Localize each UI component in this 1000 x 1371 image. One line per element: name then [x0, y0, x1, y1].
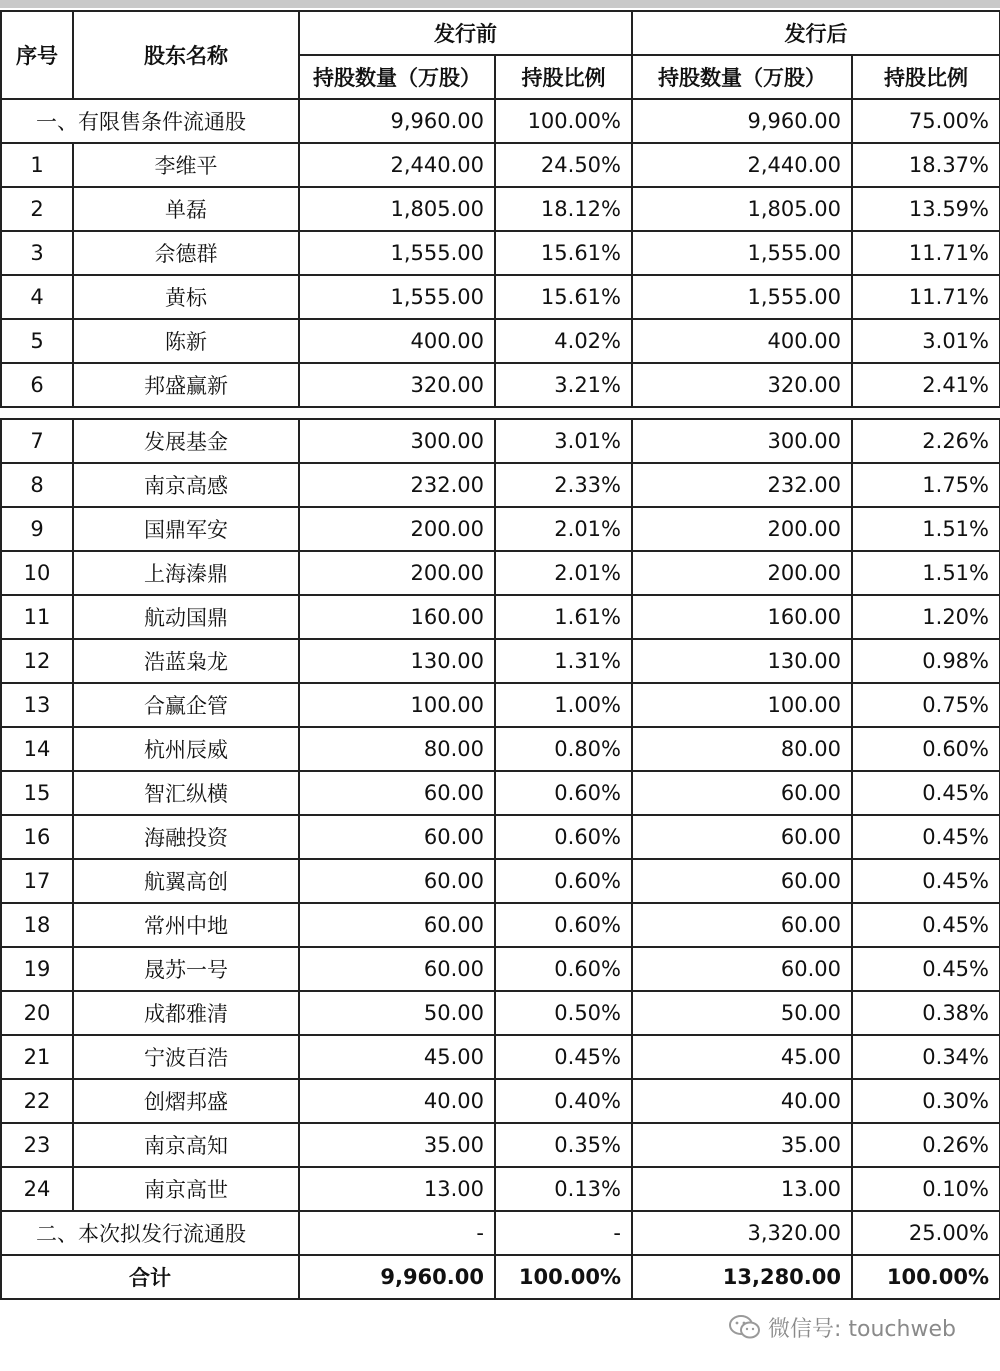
- after-ratio: 25.00%: [852, 1211, 1000, 1255]
- shareholder-seq: 10: [1, 551, 73, 595]
- after-qty: 160.00: [632, 595, 852, 639]
- after-ratio: 2.41%: [852, 363, 1000, 407]
- shareholder-name: 智汇纵横: [73, 771, 299, 815]
- before-ratio: 0.40%: [495, 1079, 632, 1123]
- header-seq: 序号: [1, 11, 73, 99]
- table-row: [1, 1035, 1000, 1079]
- table-row: [1, 363, 1000, 407]
- table-row: [1, 947, 1000, 991]
- table-row: [1, 1167, 1000, 1211]
- section-before-qty: 9,960.00: [299, 99, 495, 143]
- shareholder-name: 成都雅清: [73, 991, 299, 1035]
- shareholder-seq: 15: [1, 771, 73, 815]
- shareholder-name: 李维平: [73, 143, 299, 187]
- table-row: [1, 231, 1000, 275]
- shareholder-seq: 8: [1, 463, 73, 507]
- before-ratio: 24.50%: [495, 143, 632, 187]
- after-ratio: 0.60%: [852, 727, 1000, 771]
- after-qty: 200.00: [632, 551, 852, 595]
- before-qty: 50.00: [299, 991, 495, 1035]
- table-row: [1, 683, 1000, 727]
- before-ratio: -: [495, 1211, 632, 1255]
- after-qty: 60.00: [632, 815, 852, 859]
- before-ratio: 2.01%: [495, 551, 632, 595]
- before-qty: 1,555.00: [299, 275, 495, 319]
- before-qty: 60.00: [299, 903, 495, 947]
- before-qty: 400.00: [299, 319, 495, 363]
- after-qty: 232.00: [632, 463, 852, 507]
- after-ratio: 0.38%: [852, 991, 1000, 1035]
- after-ratio: 100.00%: [852, 1255, 1000, 1299]
- after-qty: 1,805.00: [632, 187, 852, 231]
- table-row: [1, 319, 1000, 363]
- before-qty: 13.00: [299, 1167, 495, 1211]
- before-ratio: 0.60%: [495, 859, 632, 903]
- after-ratio: 0.45%: [852, 903, 1000, 947]
- shareholding-table-bottom: [0, 418, 1000, 1300]
- watermark-text: 微信号: touchweb: [768, 1316, 956, 1342]
- before-qty: 9,960.00: [299, 1255, 495, 1299]
- header-before-qty: 持股数量（万股）: [299, 55, 495, 99]
- shareholder-name: 创熠邦盛: [73, 1079, 299, 1123]
- shareholder-seq: 13: [1, 683, 73, 727]
- after-qty: 1,555.00: [632, 231, 852, 275]
- section-new-issue-row: [1, 1211, 1000, 1255]
- before-ratio: 0.35%: [495, 1123, 632, 1167]
- after-ratio: 1.20%: [852, 595, 1000, 639]
- shareholder-seq: 2: [1, 187, 73, 231]
- shareholder-name: 杭州辰威: [73, 727, 299, 771]
- after-ratio: 0.45%: [852, 771, 1000, 815]
- after-ratio: 18.37%: [852, 143, 1000, 187]
- before-ratio: 18.12%: [495, 187, 632, 231]
- before-qty: 80.00: [299, 727, 495, 771]
- after-ratio: 1.51%: [852, 507, 1000, 551]
- table-row: [1, 187, 1000, 231]
- shareholder-seq: 19: [1, 947, 73, 991]
- shareholding-table-top: [0, 10, 1000, 408]
- table-row: [1, 859, 1000, 903]
- shareholder-seq: 16: [1, 815, 73, 859]
- after-ratio: 1.75%: [852, 463, 1000, 507]
- before-qty: -: [299, 1211, 495, 1255]
- before-ratio: 15.61%: [495, 275, 632, 319]
- before-ratio: 3.01%: [495, 419, 632, 463]
- total-label: 合计: [1, 1255, 299, 1299]
- table-row: [1, 771, 1000, 815]
- after-ratio: 0.45%: [852, 815, 1000, 859]
- before-ratio: 0.60%: [495, 815, 632, 859]
- section-label: 一、有限售条件流通股: [1, 99, 299, 143]
- before-qty: 130.00: [299, 639, 495, 683]
- after-qty: 60.00: [632, 859, 852, 903]
- after-ratio: 0.75%: [852, 683, 1000, 727]
- shareholder-seq: 20: [1, 991, 73, 1035]
- after-qty: 60.00: [632, 947, 852, 991]
- after-qty: 60.00: [632, 771, 852, 815]
- before-ratio: 1.00%: [495, 683, 632, 727]
- shareholder-name: 发展基金: [73, 419, 299, 463]
- before-qty: 2,440.00: [299, 143, 495, 187]
- header-row-1: [1, 11, 1000, 55]
- shareholder-seq: 21: [1, 1035, 73, 1079]
- section-label: 二、本次拟发行流通股: [1, 1211, 299, 1255]
- shareholder-name: 邦盛赢新: [73, 363, 299, 407]
- shareholder-name: 上海溱鼎: [73, 551, 299, 595]
- table-row: [1, 903, 1000, 947]
- shareholder-name: 国鼎军安: [73, 507, 299, 551]
- before-qty: 200.00: [299, 507, 495, 551]
- top-scan-edge: [0, 0, 1000, 8]
- after-ratio: 0.26%: [852, 1123, 1000, 1167]
- before-qty: 60.00: [299, 859, 495, 903]
- after-qty: 100.00: [632, 683, 852, 727]
- section-restricted-row: [1, 99, 1000, 143]
- before-ratio: 0.60%: [495, 947, 632, 991]
- after-ratio: 2.26%: [852, 419, 1000, 463]
- before-qty: 160.00: [299, 595, 495, 639]
- shareholder-seq: 11: [1, 595, 73, 639]
- after-qty: 13.00: [632, 1167, 852, 1211]
- shareholder-name: 单磊: [73, 187, 299, 231]
- before-qty: 320.00: [299, 363, 495, 407]
- header-before-ratio: 持股比例: [495, 55, 632, 99]
- before-ratio: 0.13%: [495, 1167, 632, 1211]
- table-row: [1, 275, 1000, 319]
- shareholder-name: 晟苏一号: [73, 947, 299, 991]
- after-ratio: 3.01%: [852, 319, 1000, 363]
- shareholder-seq: 14: [1, 727, 73, 771]
- after-ratio: 0.45%: [852, 947, 1000, 991]
- after-qty: 35.00: [632, 1123, 852, 1167]
- before-qty: 100.00: [299, 683, 495, 727]
- header-after-ratio: 持股比例: [852, 55, 1000, 99]
- table-row: [1, 507, 1000, 551]
- after-qty: 1,555.00: [632, 275, 852, 319]
- table-row: [1, 991, 1000, 1035]
- before-ratio: 0.60%: [495, 903, 632, 947]
- after-qty: 3,320.00: [632, 1211, 852, 1255]
- after-qty: 130.00: [632, 639, 852, 683]
- after-qty: 80.00: [632, 727, 852, 771]
- table-row: [1, 815, 1000, 859]
- after-qty: 320.00: [632, 363, 852, 407]
- shareholder-seq: 12: [1, 639, 73, 683]
- shareholder-seq: 5: [1, 319, 73, 363]
- after-ratio: 0.34%: [852, 1035, 1000, 1079]
- after-ratio: 0.98%: [852, 639, 1000, 683]
- shareholder-name: 海融投资: [73, 815, 299, 859]
- before-qty: 35.00: [299, 1123, 495, 1167]
- before-ratio: 1.61%: [495, 595, 632, 639]
- shareholder-name: 浩蓝枭龙: [73, 639, 299, 683]
- after-ratio: 11.71%: [852, 231, 1000, 275]
- before-ratio: 2.01%: [495, 507, 632, 551]
- before-ratio: 100.00%: [495, 1255, 632, 1299]
- after-ratio: 1.51%: [852, 551, 1000, 595]
- table-row: [1, 551, 1000, 595]
- after-qty: 60.00: [632, 903, 852, 947]
- after-ratio: 0.10%: [852, 1167, 1000, 1211]
- table-row: [1, 143, 1000, 187]
- before-qty: 40.00: [299, 1079, 495, 1123]
- after-ratio: 13.59%: [852, 187, 1000, 231]
- shareholder-name: 宁波百浩: [73, 1035, 299, 1079]
- section-before-ratio: 100.00%: [495, 99, 632, 143]
- shareholder-seq: 9: [1, 507, 73, 551]
- before-ratio: 3.21%: [495, 363, 632, 407]
- before-qty: 60.00: [299, 815, 495, 859]
- before-ratio: 15.61%: [495, 231, 632, 275]
- shareholder-name: 合赢企管: [73, 683, 299, 727]
- shareholder-name: 常州中地: [73, 903, 299, 947]
- shareholder-seq: 18: [1, 903, 73, 947]
- shareholder-name: 航动国鼎: [73, 595, 299, 639]
- before-ratio: 0.45%: [495, 1035, 632, 1079]
- after-qty: 50.00: [632, 991, 852, 1035]
- table-row: [1, 727, 1000, 771]
- shareholder-seq: 22: [1, 1079, 73, 1123]
- table-row: [1, 1079, 1000, 1123]
- before-ratio: 0.60%: [495, 771, 632, 815]
- shareholder-seq: 17: [1, 859, 73, 903]
- before-qty: 1,805.00: [299, 187, 495, 231]
- before-qty: 1,555.00: [299, 231, 495, 275]
- after-qty: 2,440.00: [632, 143, 852, 187]
- before-ratio: 1.31%: [495, 639, 632, 683]
- table-row: [1, 419, 1000, 463]
- before-qty: 232.00: [299, 463, 495, 507]
- shareholder-name: 陈新: [73, 319, 299, 363]
- after-qty: 45.00: [632, 1035, 852, 1079]
- before-qty: 60.00: [299, 947, 495, 991]
- after-ratio: 0.30%: [852, 1079, 1000, 1123]
- table-row: [1, 639, 1000, 683]
- after-qty: 40.00: [632, 1079, 852, 1123]
- header-shareholder-name: 股东名称: [73, 11, 299, 99]
- before-ratio: 2.33%: [495, 463, 632, 507]
- header-after-issue: 发行后: [632, 11, 1000, 55]
- header-after-qty: 持股数量（万股）: [632, 55, 852, 99]
- shareholder-name: 航翼高创: [73, 859, 299, 903]
- shareholder-seq: 1: [1, 143, 73, 187]
- before-qty: 60.00: [299, 771, 495, 815]
- shareholder-seq: 3: [1, 231, 73, 275]
- shareholder-seq: 6: [1, 363, 73, 407]
- shareholder-seq: 24: [1, 1167, 73, 1211]
- wechat-watermark: [728, 1312, 956, 1342]
- shareholder-name: 南京高知: [73, 1123, 299, 1167]
- shareholder-seq: 4: [1, 275, 73, 319]
- shareholder-seq: 23: [1, 1123, 73, 1167]
- section-after-ratio: 75.00%: [852, 99, 1000, 143]
- after-qty: 13,280.00: [632, 1255, 852, 1299]
- wechat-icon: [728, 1314, 762, 1340]
- after-qty: 200.00: [632, 507, 852, 551]
- shareholder-seq: 7: [1, 419, 73, 463]
- shareholder-name: 黄标: [73, 275, 299, 319]
- shareholder-name: 南京高感: [73, 463, 299, 507]
- after-qty: 300.00: [632, 419, 852, 463]
- shareholder-name: 佘德群: [73, 231, 299, 275]
- before-ratio: 4.02%: [495, 319, 632, 363]
- before-qty: 45.00: [299, 1035, 495, 1079]
- after-ratio: 0.45%: [852, 859, 1000, 903]
- after-ratio: 11.71%: [852, 275, 1000, 319]
- table-row: [1, 1123, 1000, 1167]
- before-qty: 200.00: [299, 551, 495, 595]
- total-row: [1, 1255, 1000, 1299]
- before-ratio: 0.50%: [495, 991, 632, 1035]
- before-qty: 300.00: [299, 419, 495, 463]
- table-row: [1, 463, 1000, 507]
- section-after-qty: 9,960.00: [632, 99, 852, 143]
- after-qty: 400.00: [632, 319, 852, 363]
- header-before-issue: 发行前: [299, 11, 632, 55]
- table-row: [1, 595, 1000, 639]
- before-ratio: 0.80%: [495, 727, 632, 771]
- shareholder-name: 南京高世: [73, 1167, 299, 1211]
